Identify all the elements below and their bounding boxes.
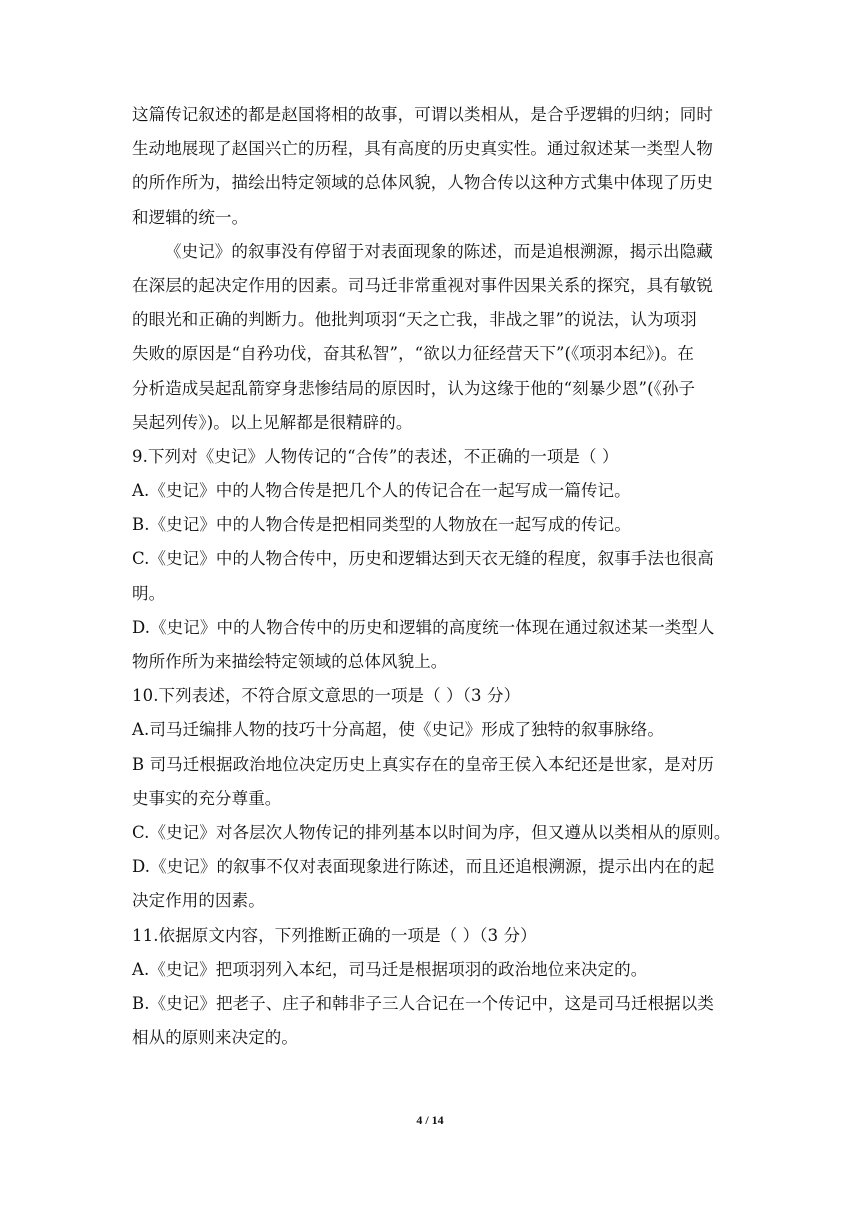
document-body [132,98,732,1055]
text-line: C.《史记》中的人物合传中，历史和逻辑达到天衣无缝的程度，叙事手法也很高 [132,549,714,569]
text-line: 明。 [132,583,166,603]
option-c: C.《史记》对各层次人物传记的排列基本以时间为序，但又遵从以类相从的原则。 [132,822,731,842]
text-line: 相从的原则来决定的。 [132,1028,298,1048]
option-b [132,748,732,816]
option-b [132,987,732,1055]
text-line: 失败的原因是“自矜功伐，奋其私智”，“欲以力征经营天下”(《项羽本纪》)。在 [132,344,694,364]
text-line: 这篇传记叙述的都是赵国将相的故事，可谓以类相从，是合乎逻辑的归纳；同时 [132,105,713,124]
text-line: 和逻辑的统一。 [132,207,249,227]
text-line: 《史记》的叙事没有停留于对表面现象的陈述，而是追根溯源，揭示出隐藏 [165,241,713,261]
text-line: 在深层的起决定作用的因素。司马迁非常重视对事件因果关系的探究，具有敏锐 [132,275,713,295]
question-10 [132,679,732,918]
option-a: A.《史记》把项羽列入本纪，司马迁是根据项羽的政治地位来决定的。 [132,959,648,979]
option-d [132,611,732,679]
text-line: B.《史记》把老子、庄子和韩非子三人合记在一个传记中，这是司马迁根据以类 [132,993,714,1013]
question-stem: 10.下列表述，不符合原文意思的一项是（ ）（3 分） [132,686,521,706]
option-c [132,542,732,610]
text-line: B 司马迁根据政治地位决定历史上真实存在的皇帝王侯入本纪还是世家，是对历 [132,754,714,774]
text-line: 史事实的充分尊重。 [132,788,282,808]
text-line: 分析造成吴起乱箭穿身悲惨结局的原因时，认为这缘于他的“刻暴少恩”(《孙子 [132,378,696,398]
page-number: 4 / 14 [416,1113,444,1127]
text-line: 生动地展现了赵国兴亡的历程，具有高度的历史真实性。通过叙述某一类型人物 [132,139,713,159]
option-a: A.司马迁编排人物的技巧十分高超，使《史记》形成了独特的叙事脉络。 [132,720,664,740]
question-9 [132,440,732,679]
paragraph-shiji-narrative [132,235,732,440]
question-stem: 11.依据原文内容，下列推断正确的一项是（ ）（3 分） [132,925,537,945]
option-a: A.《史记》中的人物合传是把几个人的传记合在一起写成一篇传记。 [132,481,631,501]
question-11 [132,919,732,1056]
text-line: 的所作所为，描绘出特定领域的总体风貌，人物合传以这种方式集中体现了历史 [132,173,713,193]
question-stem: 9.下列对《史记》人物传记的“合传”的表述，不正确的一项是（ ） [132,446,619,466]
option-b: B.《史记》中的人物合传是把相同类型的人物放在一起写成的传记。 [132,515,631,535]
paragraph-zhao-state-biography [132,98,732,235]
text-line: D.《史记》的叙事不仅对表面现象进行陈述，而且还追根溯源，提示出内在的起 [132,857,715,877]
text-line: D.《史记》中的人物合传中的历史和逻辑的高度统一体现在通过叙述某一类型人 [132,617,715,637]
option-d [132,850,732,918]
text-line: 吴起列传》)。以上见解都是很精辟的。 [132,412,413,432]
text-line: 的眼光和正确的判断力。他批判项羽“天之亡我，非战之罪”的说法，认为项羽 [132,310,697,330]
text-line: 决定作用的因素。 [132,891,265,911]
text-line: 物所作所为来描绘特定领域的总体风貌上。 [132,652,448,671]
